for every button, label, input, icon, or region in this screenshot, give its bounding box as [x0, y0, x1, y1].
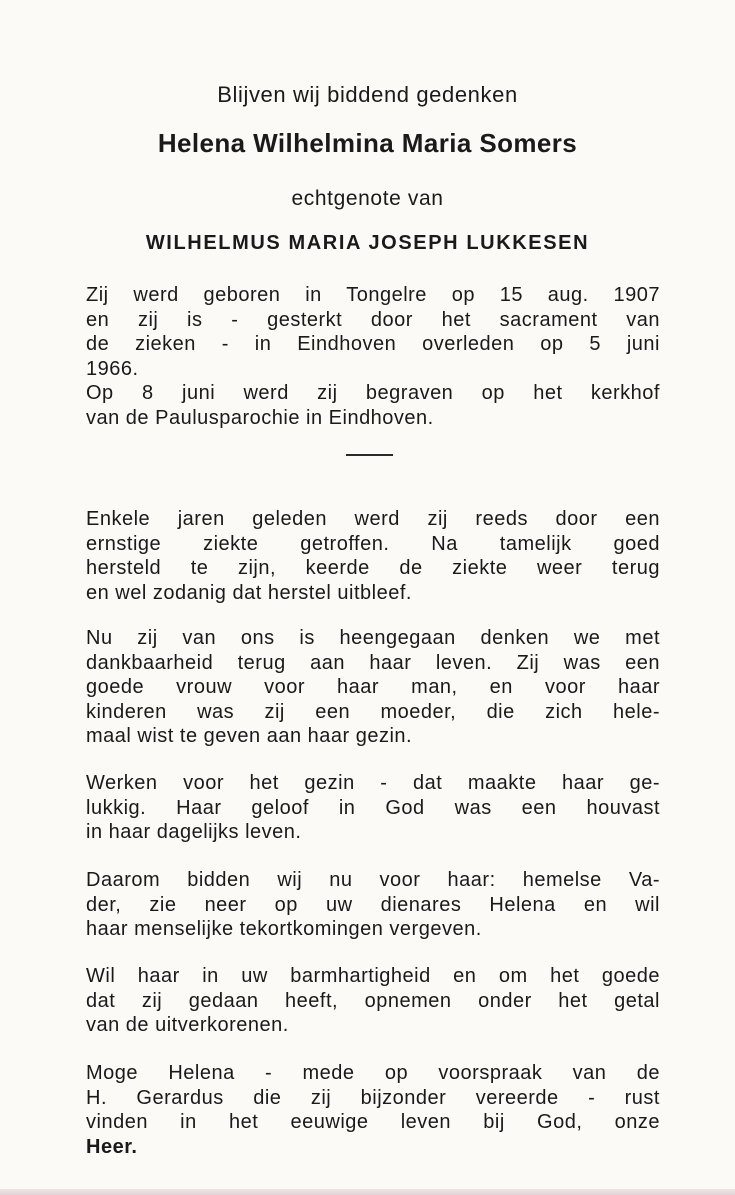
text-line: Wil haar in uw barmhartigheid en om het goede — [86, 965, 660, 987]
text-line: dankbaarheid terug aan haar leven. Zij was een — [86, 651, 660, 674]
text-line: de zieken - in Eindhoven overleden op 5 juni — [86, 333, 660, 356]
text-line: Op 8 juni werd zij begraven op het kerkhof — [86, 382, 660, 405]
text-line: en wel zodanig dat herstel uitbleef. — [86, 581, 412, 604]
paragraph-gratitude — [86, 626, 660, 749]
relation-label: echtgenote van — [291, 187, 444, 210]
deceased-name: Helena Wilhelmina Maria Somers — [157, 128, 578, 158]
paragraph-mercy — [86, 964, 660, 1038]
text-line: lukkig. Haar geloof in God was een houvast — [86, 796, 660, 819]
text-line: der, zie neer op uw dienares Helena en wil — [86, 893, 660, 916]
text-line: maal wist te geven aan haar gezin. — [86, 725, 413, 748]
paragraph-prayer — [86, 868, 660, 942]
text-line: Enkele jaren geleden werd zij reeds door een — [86, 508, 660, 530]
text-line: Moge Helena - mede op voorspraak van de — [86, 1062, 660, 1084]
text-line: dat zij gedaan heeft, opnemen onder het getal — [86, 989, 660, 1012]
text-line: van de Paulusparochie in Eindhoven. — [86, 406, 434, 429]
text-line: Werken voor het gezin - dat maakte haar ge- — [86, 772, 660, 794]
text-line: Zij werd geboren in Tongelre op 15 aug. 1907 — [86, 284, 660, 306]
text-line: vinden in het eeuwige leven bij God, onze — [86, 1111, 660, 1134]
text-line: Nu zij van ons is heengegaan denken we met — [86, 627, 660, 649]
text-line: goede vrouw voor haar man, en voor haar — [86, 676, 660, 699]
text-line: Daarom bidden wij nu voor haar: hemelse Va- — [86, 869, 660, 891]
card-bottom-edge — [0, 1189, 735, 1195]
intro-line: Blijven wij biddend gedenken — [217, 82, 518, 107]
paragraph-illness — [86, 507, 660, 605]
text-line: ernstige ziekte getroffen. Na tamelijk goed — [86, 532, 660, 555]
paragraph-family — [86, 771, 660, 845]
text-line: H. Gerardus die zij bijzonder vereerde - rust — [86, 1086, 660, 1109]
text-line: in haar dagelijks leven. — [86, 821, 302, 844]
text-line: kinderen was zij een moeder, die zich hele- — [86, 700, 660, 723]
text-line: 1966. — [86, 357, 139, 380]
text-line: hersteld te zijn, keerde de ziekte weer terug — [86, 557, 660, 580]
text-line: Heer. — [86, 1135, 138, 1158]
text-line: haar menselijke tekortkomingen vergeven. — [86, 918, 482, 941]
spouse-name: WILHELMUS MARIA JOSEPH LUKKESEN — [145, 232, 590, 254]
text-line: van de uitverkorenen. — [86, 1014, 289, 1037]
divider-line — [346, 454, 393, 456]
paragraph-birth-death — [86, 283, 660, 431]
paragraph-closing — [86, 1061, 660, 1159]
text-line: en zij is - gesterkt door het sacrament van — [86, 308, 660, 331]
